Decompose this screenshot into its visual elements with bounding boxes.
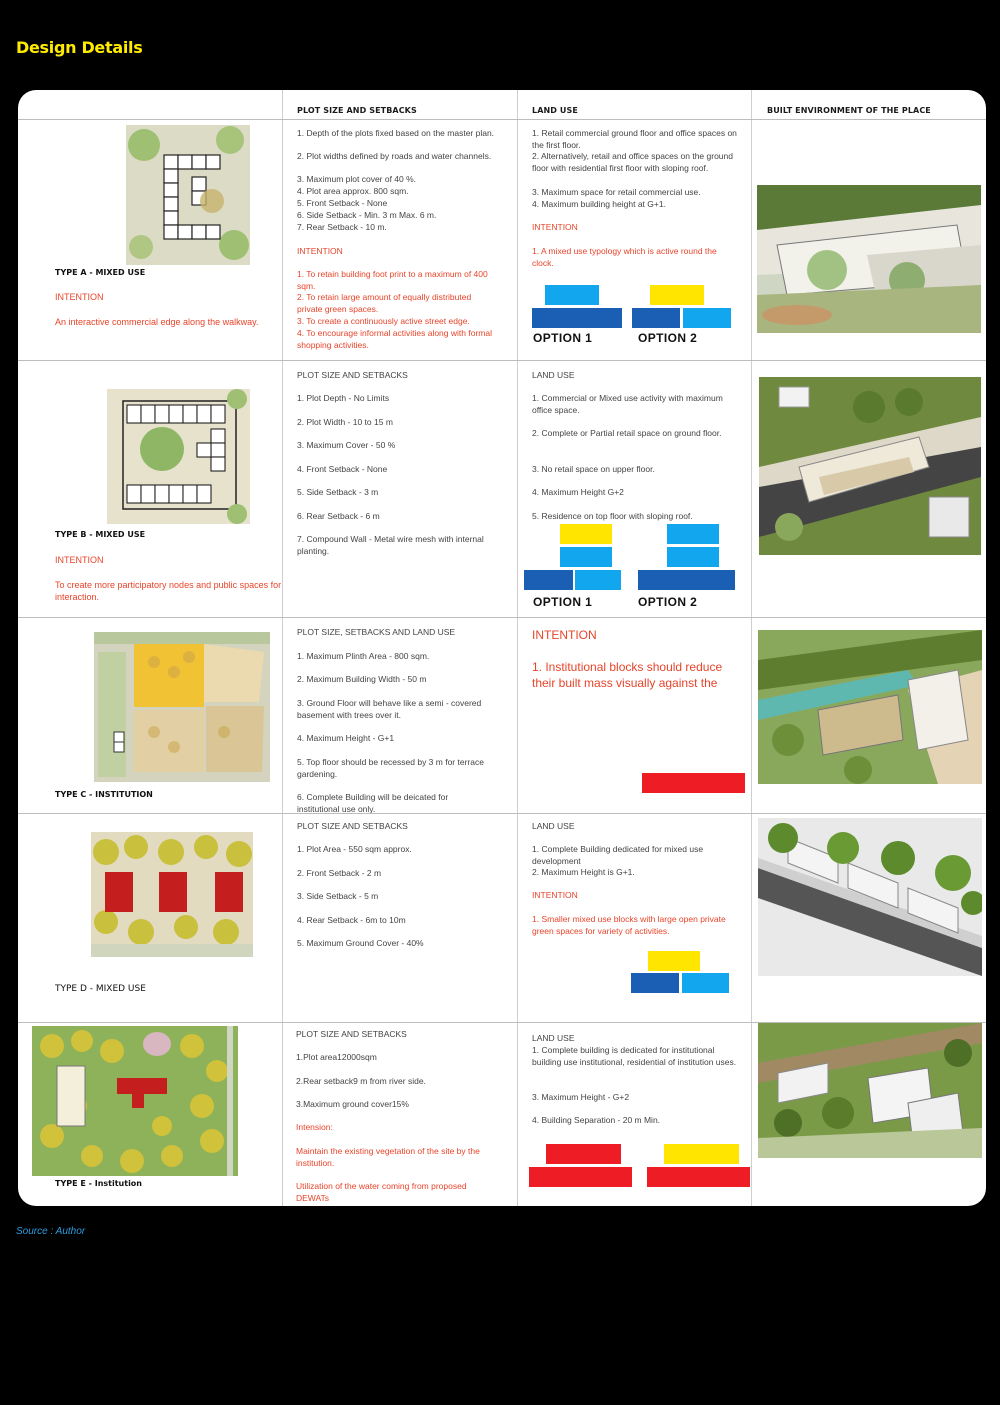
- plot-line: 6. Side Setback - Min. 3 m Max. 6 m.: [297, 210, 437, 220]
- plot-line: 1. Depth of the plots fixed based on the master plan.: [297, 128, 495, 138]
- intention-heading: INTENTION: [55, 292, 104, 302]
- option-2-label: OPTION 2: [638, 331, 698, 345]
- land-intention-text: 1. A mixed use typology which is active round the clock.: [532, 246, 717, 268]
- land-intention-text: 1. Institutional blocks should reduce their built mass visually against the: [532, 660, 723, 690]
- site-plan-type-c: [94, 632, 270, 782]
- option2-mid-block: [667, 547, 719, 567]
- option1-ground-block: [532, 308, 622, 328]
- plot-line: 2. Maximum Building Width - 50 m: [297, 674, 427, 684]
- land-use-line: 4. Maximum Height G+2: [532, 487, 624, 497]
- option1-top-block: [560, 524, 612, 544]
- plot-line: 2.Rear setback9 m from river side.: [296, 1076, 426, 1086]
- ground-block: [631, 973, 679, 993]
- plot-line: 1. Plot Depth - No Limits: [297, 393, 390, 403]
- plot-line: 5. Front Setback - None: [297, 198, 388, 208]
- option1-ground-block: [524, 570, 573, 590]
- plot-line: 6. Complete Building will be deicated for institutional use only.: [297, 792, 449, 813]
- plot-line: 1. Maximum Plinth Area - 800 sqm.: [297, 651, 430, 661]
- header-built-environment: BUILT ENVIRONMENT OF THE PLACE: [767, 106, 931, 115]
- header-land-use: LAND USE: [532, 106, 578, 115]
- option-1-label: OPTION 1: [533, 595, 593, 609]
- intention-heading: INTENTION: [55, 555, 104, 565]
- design-details-table: [18, 90, 986, 1206]
- plot-intention-heading: Intension:: [296, 1122, 333, 1132]
- land-use-heading: LAND USE: [532, 370, 575, 380]
- plot-line: 2. Plot Width - 10 to 15 m: [297, 417, 393, 427]
- plot-line: 4. Front Setback - None: [297, 464, 388, 474]
- option2-upper-block: [650, 285, 704, 305]
- intention-text: To create more participatory nodes and public spaces for interaction.: [55, 580, 282, 602]
- land-use-heading: LAND USE: [532, 821, 575, 831]
- plot-line: 3. Side Setback - 5 m: [297, 891, 379, 901]
- plot-heading: PLOT SIZE AND SETBACKS: [296, 1029, 407, 1039]
- plot-line: 7. Compound Wall - Metal wire mesh with internal planting.: [297, 534, 484, 556]
- type-label: TYPE C - INSTITUTION: [55, 790, 153, 799]
- institution-upper-block: [664, 1144, 739, 1164]
- row-type-d: [18, 814, 986, 1022]
- land-intention-heading: INTENTION: [532, 628, 597, 642]
- row-type-a: [18, 120, 986, 360]
- site-plan-type-b: [107, 389, 250, 524]
- plot-intention-heading: INTENTION: [297, 246, 343, 256]
- plot-line: 6. Rear Setback - 6 m: [297, 511, 380, 521]
- intention-text: An interactive commercial edge along the walkway.: [55, 317, 259, 327]
- land-use-line: 2. Maximum Height is G+1.: [532, 867, 635, 877]
- option2-ground-block: [632, 308, 680, 328]
- plot-heading: PLOT SIZE AND SETBACKS: [297, 370, 408, 380]
- plot-intention-line: Utilization of the water coming from proposed DEWATs: [296, 1181, 467, 1203]
- plot-line: 4. Rear Setback - 6m to 10m: [297, 915, 406, 925]
- option2-ground-block: [683, 308, 731, 328]
- plot-line: 4. Plot area approx. 800 sqm.: [297, 186, 409, 196]
- land-intention-heading: INTENTION: [532, 890, 578, 900]
- plot-line: 5. Side Setback - 3 m: [297, 487, 379, 497]
- site-plan-type-a: [126, 125, 250, 265]
- row-type-b: [18, 361, 986, 617]
- plot-line: 3. Ground Floor will behave like a semi - covered basement with trees over it.: [297, 698, 482, 720]
- land-use-line: 2. Complete or Partial retail space on ground floor.: [532, 428, 722, 438]
- land-use-line: 1. Complete Building dedicated for mixed use development: [532, 844, 704, 866]
- plot-line: 1. Plot Area - 550 sqm approx.: [297, 844, 412, 854]
- render-type-e: [758, 1023, 982, 1158]
- land-use-line: 1. Commercial or Mixed use activity with maximum office space.: [532, 393, 723, 415]
- land-use-line: 2. Alternatively, retail and office spaces on the ground floor with residential first floor with sloping roof.: [532, 151, 733, 173]
- plot-heading: PLOT SIZE, SETBACKS AND LAND USE: [297, 627, 456, 637]
- source-note: Source : Author: [16, 1226, 86, 1237]
- row-type-c: [18, 618, 986, 813]
- plot-line: 7. Rear Setback - 10 m.: [297, 222, 387, 232]
- plot-line: 3. Maximum plot cover of 40 %.: [297, 174, 417, 184]
- option1-upper-block: [545, 285, 599, 305]
- render-type-c: [758, 630, 982, 784]
- site-plan-type-e: [32, 1026, 238, 1176]
- plot-heading: PLOT SIZE AND SETBACKS: [297, 821, 408, 831]
- land-use-line: 3. Maximum space for retail commercial use.: [532, 187, 701, 197]
- plot-line: 1.Plot area12000sqm: [296, 1052, 377, 1062]
- plot-line: 5. Top floor should be recessed by 3 m for terrace gardening.: [297, 757, 484, 779]
- upper-block: [648, 951, 700, 971]
- plot-line: 3.Maximum ground cover15%: [296, 1099, 409, 1109]
- land-intention-text: 1. Smaller mixed use blocks with large open private green spaces for variety of activities.: [532, 914, 726, 936]
- row-type-e: [18, 1023, 986, 1206]
- render-type-d: [758, 818, 982, 976]
- institution-upper-block: [546, 1144, 621, 1164]
- land-use-line: 3. Maximum Height - G+2: [532, 1092, 630, 1102]
- render-type-b: [759, 377, 981, 555]
- land-use-line: 4. Building Separation - 20 m Min.: [532, 1115, 661, 1125]
- page-title: Design Details: [16, 38, 143, 57]
- land-use-line: 4. Maximum building height at G+1.: [532, 199, 666, 209]
- plot-line: 5. Maximum Ground Cover - 40%: [297, 938, 424, 948]
- ground-block: [682, 973, 729, 993]
- type-label: TYPE E - Institution: [55, 1179, 142, 1188]
- institution-ground-block: [529, 1167, 632, 1187]
- land-use-line: 3. No retail space on upper floor.: [532, 464, 655, 474]
- plot-intention-line: 3. To create a continuously active street edge.: [297, 316, 470, 326]
- land-use-heading: LAND USE: [532, 1033, 575, 1043]
- type-label: TYPE B - MIXED USE: [55, 530, 146, 539]
- plot-line: 4. Maximum Height - G+1: [297, 733, 395, 743]
- option-2-label: OPTION 2: [638, 595, 698, 609]
- plot-line: 2. Plot widths defined by roads and water channels.: [297, 151, 492, 161]
- plot-intention-line: 4. To encourage informal activities along with formal shopping activities.: [297, 328, 492, 350]
- option1-mid-block: [560, 547, 612, 567]
- type-label: TYPE A - MIXED USE: [55, 268, 146, 277]
- option2-top-block: [667, 524, 719, 544]
- render-type-a: [757, 185, 981, 333]
- plot-intention-line: 2. To retain large amount of equally distributed private green spaces.: [297, 292, 472, 314]
- header-plot-size: PLOT SIZE AND SETBACKS: [297, 106, 417, 115]
- land-use-line: 1. Complete building is dedicated for institutional building use institutional, residential of institution uses.: [532, 1045, 737, 1067]
- plot-line: 3. Maximum Cover - 50 %: [297, 440, 396, 450]
- plot-intention-line: Maintain the existing vegetation of the site by the institution.: [296, 1146, 480, 1168]
- plot-line: 2. Front Setback - 2 m: [297, 868, 382, 878]
- institution-ground-block: [647, 1167, 750, 1187]
- land-use-line: 1. Retail commercial ground floor and office spaces on the first floor.: [532, 128, 737, 150]
- land-intention-heading: INTENTION: [532, 222, 578, 232]
- site-plan-type-d: [91, 832, 253, 957]
- land-use-line: 5. Residence on top floor with sloping roof.: [532, 511, 693, 521]
- option-1-label: OPTION 1: [533, 331, 593, 345]
- option1-ground-block: [575, 570, 621, 590]
- plot-intention-line: 1. To retain building foot print to a maximum of 400 sqm.: [297, 269, 488, 291]
- type-label: TYPE D - MIXED USE: [55, 984, 146, 994]
- option2-ground-block: [638, 570, 735, 590]
- institution-mass-block: [642, 773, 745, 793]
